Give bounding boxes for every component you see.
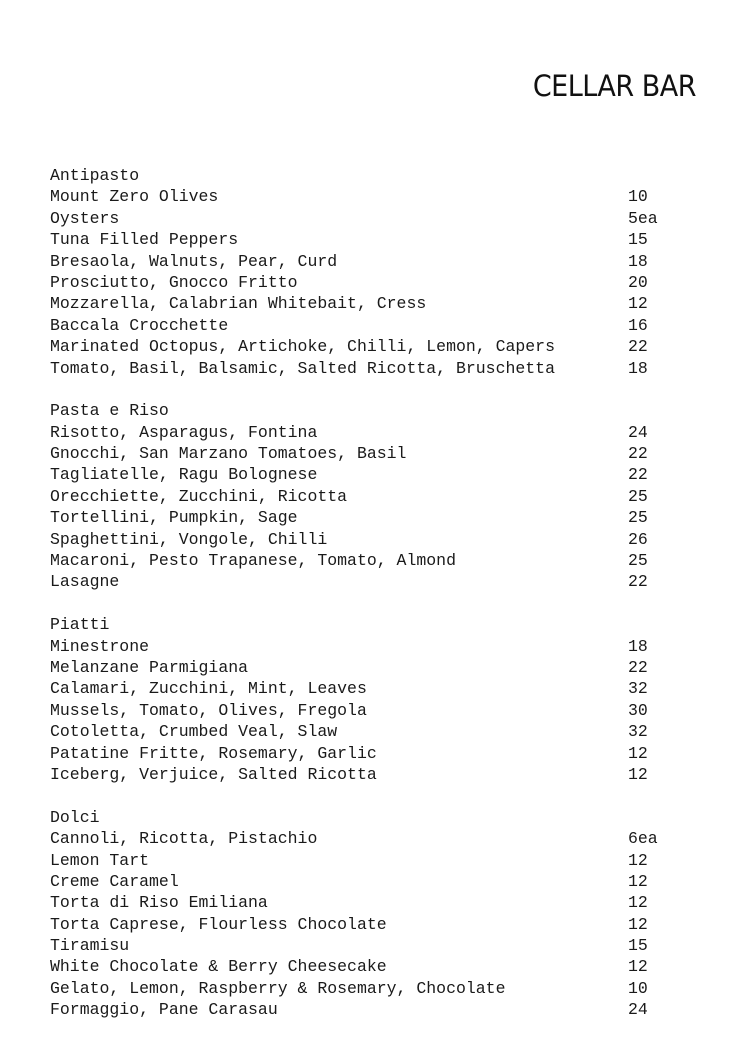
menu-item <box>50 999 700 1020</box>
menu-section-piatti <box>50 614 700 785</box>
menu-item <box>50 636 700 657</box>
menu-item <box>50 850 700 871</box>
item-price: 18 <box>628 358 648 378</box>
item-price: 18 <box>628 251 648 271</box>
menu-item <box>50 186 700 207</box>
menu-item <box>50 293 700 314</box>
item-price: 10 <box>628 978 648 998</box>
menu-item <box>50 828 700 849</box>
item-price: 6ea <box>628 829 658 849</box>
item-name: White Chocolate & Berry Cheesecake <box>50 957 387 977</box>
item-name: Calamari, Zucchini, Mint, Leaves <box>50 679 367 699</box>
item-price: 22 <box>628 465 648 485</box>
menu-section-pasta-e-riso <box>50 400 700 593</box>
item-name: Lasagne <box>50 572 120 592</box>
item-name: Prosciutto, Gnocco Fritto <box>50 272 298 292</box>
item-price: 25 <box>628 486 648 506</box>
item-name: Tuna Filled Peppers <box>50 230 239 250</box>
item-name: Patatine Fritte, Rosemary, Garlic <box>50 743 377 763</box>
item-name: Mussels, Tomato, Olives, Fregola <box>50 700 367 720</box>
item-price: 12 <box>628 294 648 314</box>
item-price: 22 <box>628 657 648 677</box>
item-price: 22 <box>628 444 648 464</box>
menu-item <box>50 486 700 507</box>
item-price: 20 <box>628 272 648 292</box>
menu-item <box>50 700 700 721</box>
menu-item <box>50 336 700 357</box>
menu-item <box>50 422 700 443</box>
menu-item <box>50 657 700 678</box>
item-name: Tiramisu <box>50 936 130 956</box>
menu-item <box>50 743 700 764</box>
item-name: Cannoli, Ricotta, Pistachio <box>50 829 318 849</box>
item-price: 12 <box>628 850 648 870</box>
item-price: 22 <box>628 337 648 357</box>
menu-item <box>50 251 700 272</box>
item-price: 12 <box>628 893 648 913</box>
menu-item <box>50 229 700 250</box>
item-name: Gelato, Lemon, Raspberry & Rosemary, Chocolate <box>50 978 506 998</box>
menu-item <box>50 678 700 699</box>
menu-item <box>50 507 700 528</box>
item-price: 16 <box>628 315 648 335</box>
item-name: Tagliatelle, Ragu Bolognese <box>50 465 318 485</box>
item-price: 32 <box>628 722 648 742</box>
item-name: Bresaola, Walnuts, Pear, Curd <box>50 251 338 271</box>
logo: CELLAR BAR <box>532 69 696 104</box>
item-name: Risotto, Asparagus, Fontina <box>50 422 318 442</box>
item-name: Orecchiette, Zucchini, Ricotta <box>50 486 348 506</box>
item-name: Minestrone <box>50 636 150 656</box>
menu-item <box>50 935 700 956</box>
item-price: 26 <box>628 529 648 549</box>
item-name: Lemon Tart <box>50 850 150 870</box>
menu <box>50 165 700 1042</box>
menu-item <box>50 871 700 892</box>
menu-item <box>50 571 700 592</box>
section-title: Dolci <box>50 807 100 827</box>
item-price: 12 <box>628 957 648 977</box>
section-title: Piatti <box>50 615 110 635</box>
item-price: 15 <box>628 936 648 956</box>
item-name: Mozzarella, Calabrian Whitebait, Cress <box>50 294 427 314</box>
item-price: 30 <box>628 700 648 720</box>
item-name: Baccala Crocchette <box>50 315 229 335</box>
item-name: Cotoletta, Crumbed Veal, Slaw <box>50 722 338 742</box>
item-price: 12 <box>628 743 648 763</box>
menu-item <box>50 978 700 999</box>
menu-item <box>50 272 700 293</box>
item-price: 25 <box>628 551 648 571</box>
item-name: Iceberg, Verjuice, Salted Ricotta <box>50 764 377 784</box>
menu-item <box>50 764 700 785</box>
item-price: 12 <box>628 764 648 784</box>
item-price: 32 <box>628 679 648 699</box>
item-name: Torta Caprese, Flourless Chocolate <box>50 914 387 934</box>
item-name: Gnocchi, San Marzano Tomatoes, Basil <box>50 444 407 464</box>
menu-item <box>50 721 700 742</box>
item-price: 15 <box>628 230 648 250</box>
item-name: Marinated Octopus, Artichoke, Chilli, Lemon, Capers <box>50 337 555 357</box>
item-name: Spaghettini, Vongole, Chilli <box>50 529 328 549</box>
menu-item <box>50 529 700 550</box>
item-name: Creme Caramel <box>50 871 179 891</box>
menu-item <box>50 315 700 336</box>
item-name: Mount Zero Olives <box>50 187 219 207</box>
item-name: Formaggio, Pane Carasau <box>50 1000 278 1020</box>
item-name: Oysters <box>50 208 120 228</box>
item-name: Macaroni, Pesto Trapanese, Tomato, Almond <box>50 551 456 571</box>
item-name: Tomato, Basil, Balsamic, Salted Ricotta, Bruschetta <box>50 358 555 378</box>
menu-section-dolci <box>50 807 700 1021</box>
item-price: 24 <box>628 422 648 442</box>
menu-item <box>50 914 700 935</box>
menu-item <box>50 443 700 464</box>
section-title: Pasta e Riso <box>50 401 169 421</box>
menu-item <box>50 956 700 977</box>
item-price: 5ea <box>628 208 658 228</box>
item-price: 18 <box>628 636 648 656</box>
menu-item <box>50 892 700 913</box>
item-price: 12 <box>628 914 648 934</box>
item-price: 22 <box>628 572 648 592</box>
item-price: 10 <box>628 187 648 207</box>
section-title: Antipasto <box>50 166 140 185</box>
item-name: Torta di Riso Emiliana <box>50 893 268 913</box>
menu-item <box>50 550 700 571</box>
menu-item <box>50 358 700 379</box>
item-name: Tortellini, Pumpkin, Sage <box>50 508 298 528</box>
item-name: Melanzane Parmigiana <box>50 657 249 677</box>
item-price: 25 <box>628 508 648 528</box>
menu-item <box>50 464 700 485</box>
item-price: 24 <box>628 1000 648 1020</box>
item-price: 12 <box>628 871 648 891</box>
menu-section-antipasto <box>50 165 700 379</box>
menu-item <box>50 208 700 229</box>
